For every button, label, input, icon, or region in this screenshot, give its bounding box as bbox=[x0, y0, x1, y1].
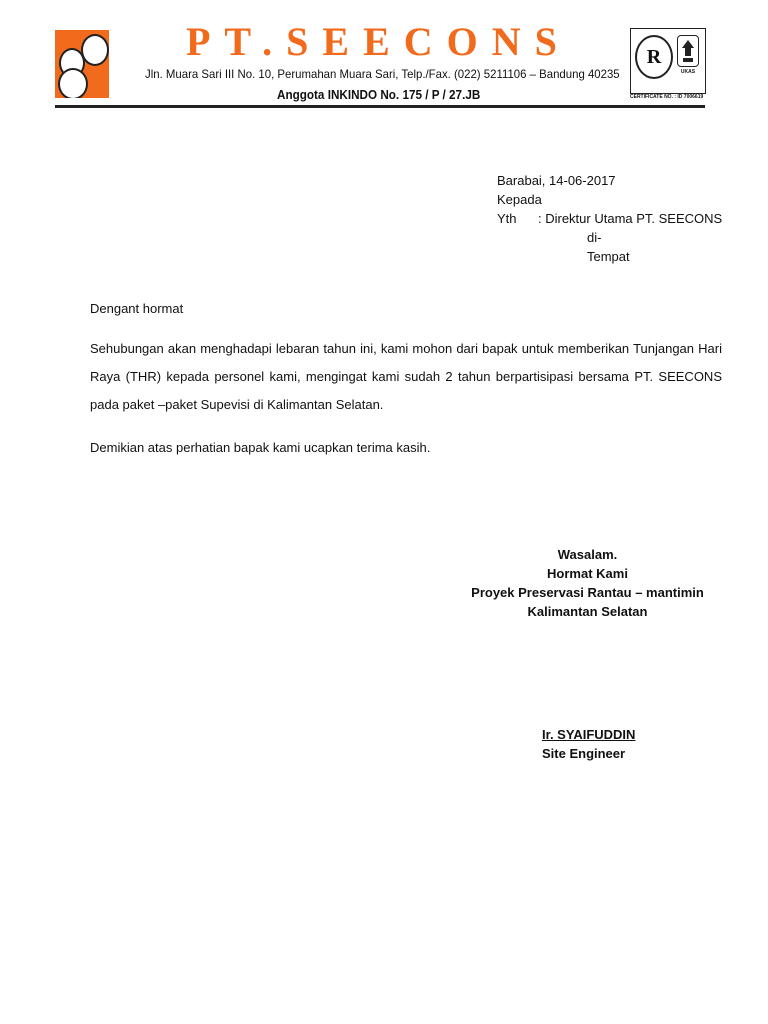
logo-circle bbox=[58, 68, 88, 98]
certificate-number: CERTIFICATE NO. : ID 7006619 bbox=[630, 94, 704, 100]
company-address: Jln. Muara Sari III No. 10, Perumahan Muara Sari, Telp./Fax. (022) 5211106 – Bandung 40235 bbox=[145, 67, 620, 81]
body-paragraph-1: Sehubungan akan menghadapi lebaran tahun ini, kami mohon dari bapak untuk memberikan Tunjangan Hari Raya (THR) kepada personel kami, mengingat kami sudah 2 tahun berpartisipasi bersama PT. SEECONS pada paket –paket Supevisi di Kalimantan Selatan. bbox=[90, 341, 722, 412]
closing-region: Kalimantan Selatan bbox=[527, 604, 648, 619]
header-divider bbox=[55, 105, 705, 108]
recipient: : Direktur Utama PT. SEECONS bbox=[538, 211, 723, 226]
signatory-title: Site Engineer bbox=[542, 746, 626, 761]
crown-icon bbox=[677, 35, 699, 67]
to-label: Kepada bbox=[497, 192, 542, 207]
body-paragraph-2: Demikian atas perhatian bapak kami ucapkan terima kasih. bbox=[90, 440, 431, 455]
closing-salutation: Wasalam. bbox=[557, 547, 618, 562]
registered-mark-icon: R bbox=[635, 35, 673, 79]
membership-number: Anggota INKINDO No. 175 / P / 27.JB bbox=[277, 87, 481, 102]
place-date: Barabai, 14-06-2017 bbox=[497, 173, 616, 188]
recipient-at: di- bbox=[587, 230, 602, 245]
recipient-place: Tempat bbox=[587, 249, 630, 264]
company-logo bbox=[55, 30, 109, 98]
signatory-name: Ir. SYAIFUDDIN bbox=[542, 727, 636, 742]
ukas-label: UKAS bbox=[680, 69, 696, 75]
greeting: Dengant hormat bbox=[90, 301, 184, 316]
certification-badge bbox=[630, 28, 706, 94]
closing-project: Proyek Preservasi Rantau – mantimin bbox=[471, 585, 704, 600]
company-name: PT.SEECONS bbox=[186, 19, 571, 64]
logo-circle bbox=[81, 34, 109, 66]
closing-regards: Hormat Kami bbox=[547, 566, 628, 581]
yth-label: Yth bbox=[497, 211, 517, 226]
